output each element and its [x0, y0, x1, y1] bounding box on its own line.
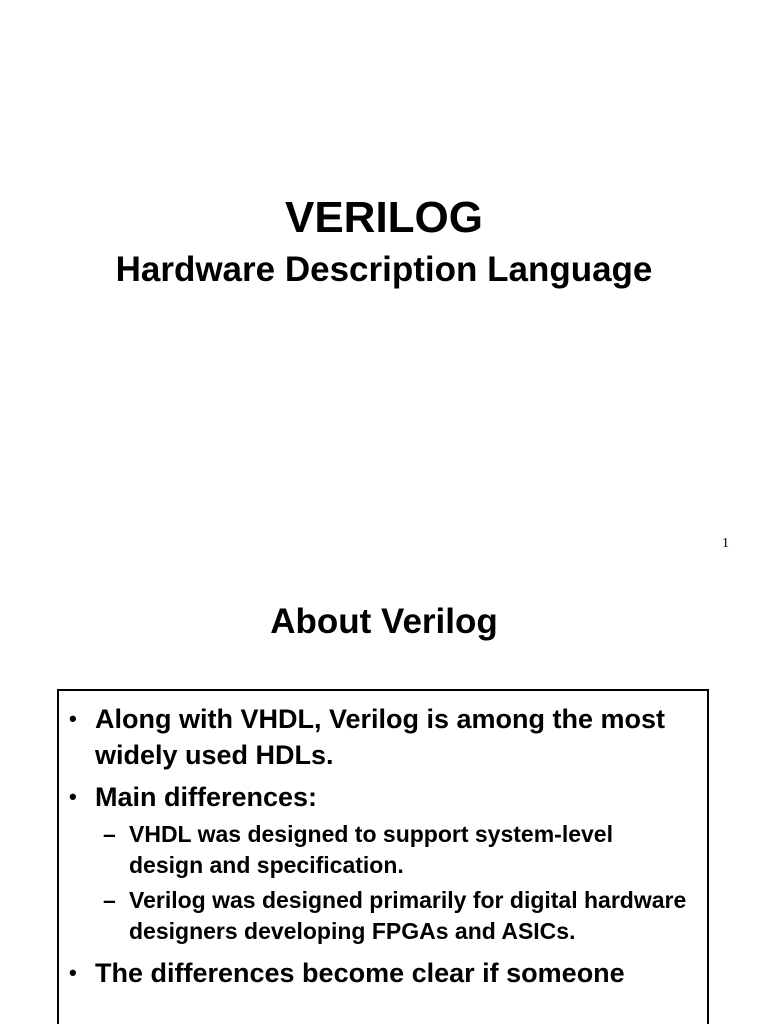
bullet-item	[67, 779, 689, 947]
bullet-list	[59, 691, 707, 991]
bullet-text: Main differences:	[95, 782, 318, 812]
slide-heading: About Verilog	[270, 602, 498, 641]
sub-bullet-item	[103, 885, 689, 947]
bullet-text: Along with VHDL, Verilog is among the most widely used HDLs.	[95, 704, 666, 770]
slide-title-main: VERILOG	[284, 193, 484, 242]
bullet-marker: •	[69, 706, 77, 731]
bullet-marker: •	[69, 960, 77, 985]
bullet-text: The differences become clear if someone	[95, 958, 625, 988]
sub-bullet-marker: –	[103, 887, 116, 913]
bullet-item	[67, 701, 689, 773]
bullet-marker: •	[69, 784, 77, 809]
sub-bullet-item	[103, 819, 689, 881]
slide-subtitle: Hardware Description Language	[115, 250, 653, 289]
bullet-item	[67, 955, 689, 991]
content-slide	[0, 576, 768, 1024]
sub-bullet-text: Verilog was designed primarily for digital hardware designers developing FPGAs and ASICs.	[129, 887, 687, 944]
sub-bullet-text: VHDL was designed to support system-level design and specification.	[129, 821, 613, 878]
sub-bullet-marker: –	[103, 821, 116, 847]
content-box	[57, 689, 709, 1024]
page-number: 1	[722, 536, 729, 551]
sub-bullet-list	[95, 819, 689, 947]
